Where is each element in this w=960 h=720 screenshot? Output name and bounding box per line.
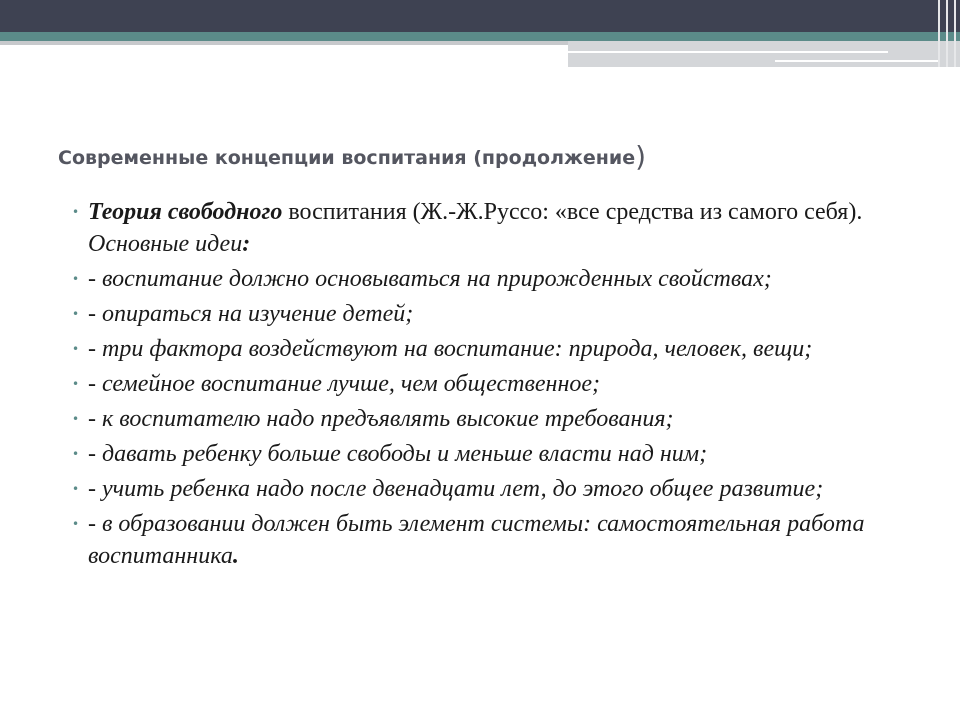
list-item — [72, 473, 902, 505]
list-item-text: - учить ребенка надо после двенадцати лет, до этого общее развитие; — [88, 476, 824, 502]
list-item-text: - давать ребенку больше свободы и меньше власти над ним; — [88, 441, 708, 467]
bullet-icon: • — [72, 412, 80, 426]
decorative-stripe — [946, 0, 948, 67]
list-item — [72, 403, 902, 435]
list-item — [72, 508, 902, 572]
bullet-icon: • — [72, 517, 80, 531]
list-item-text: - воспитание должно основываться на прирожденных свойствах; — [88, 266, 772, 292]
decorative-line — [775, 60, 940, 62]
list-item — [72, 298, 902, 330]
slide-title-paren: ) — [635, 140, 647, 173]
bullet-icon: • — [72, 205, 80, 219]
decorative-stripe — [954, 0, 956, 67]
accent-bar — [0, 32, 960, 41]
intro-bold: Теория свободного — [88, 199, 283, 225]
bullet-icon: • — [72, 447, 80, 461]
bullet-icon: • — [72, 482, 80, 496]
intro-italic: Основные идеи — [88, 231, 243, 257]
list-item-text: - три фактора воздействуют на воспитание: природа, человек, вещи; — [88, 336, 813, 362]
bullet-icon: • — [72, 272, 80, 286]
list-item-intro — [72, 196, 902, 260]
bullet-list — [72, 196, 902, 575]
slide-title-text: Современные концепции воспитания (продолжение — [58, 147, 636, 169]
bullet-icon: • — [72, 307, 80, 321]
slide-title — [58, 138, 918, 171]
header-bar — [0, 0, 960, 32]
list-item — [72, 368, 902, 400]
divider-line — [0, 41, 568, 45]
decorative-stripe — [938, 0, 940, 67]
list-item-text: - семейное воспитание лучше, чем общественное; — [88, 371, 601, 397]
list-item — [72, 333, 902, 365]
list-item-text: - в образовании должен быть элемент системы: самостоятельная работа воспитанника — [88, 511, 865, 569]
list-item-text: - опираться на изучение детей; — [88, 301, 414, 327]
intro-colon: : — [242, 231, 251, 257]
list-item-text: - к воспитателю надо предъявлять высокие требования; — [88, 406, 674, 432]
decorative-line — [568, 51, 888, 53]
bullet-icon: • — [72, 342, 80, 356]
list-item — [72, 263, 902, 295]
list-item — [72, 438, 902, 470]
bullet-icon: • — [72, 377, 80, 391]
decorative-block — [568, 41, 960, 67]
list-item-end: . — [232, 543, 239, 569]
intro-normal: воспитания (Ж.-Ж.Руссо: «все средства из самого себя). — [282, 199, 863, 225]
